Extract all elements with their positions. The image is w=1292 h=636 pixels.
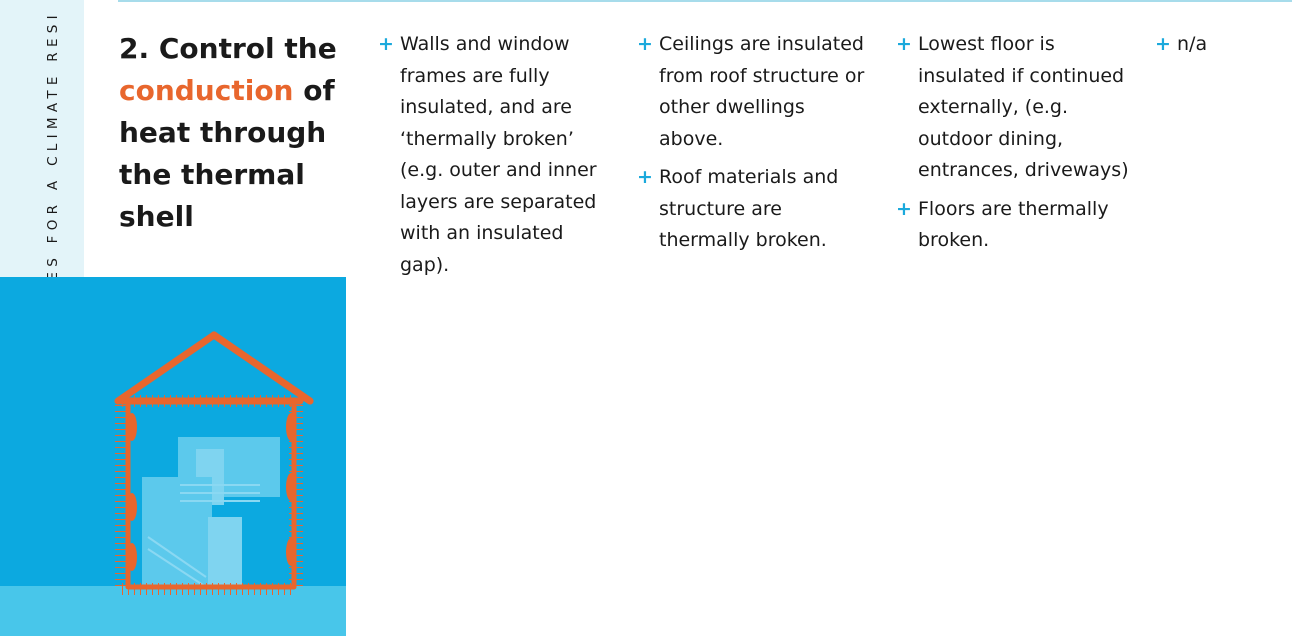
bullet-item: [637, 162, 875, 257]
plus-icon: +: [637, 166, 653, 188]
bullet-item: [1155, 29, 1275, 61]
bullet-item: [637, 29, 875, 155]
column-floors: [896, 29, 1134, 264]
thermal-house-icon: [0, 277, 346, 636]
heading-post: of heat through the thermal shell: [119, 74, 335, 233]
bullet-text: Lowest floor is insulated if continued externally, (e.g. outdoor dining, entrances, driveways): [918, 33, 1129, 181]
bullet-item: [896, 29, 1134, 187]
bullet-item: [378, 29, 616, 281]
heading-accent-word: conduction: [119, 74, 294, 107]
plus-icon: +: [896, 197, 912, 220]
column-na: [1155, 29, 1275, 68]
plus-icon: +: [637, 33, 653, 55]
house-illustration-panel: [0, 277, 346, 636]
heading-pre: Control the: [158, 32, 337, 65]
bullet-item: [896, 194, 1134, 257]
plus-icon: +: [378, 33, 394, 55]
heading-number: 2.: [119, 32, 150, 65]
column-ceilings: [637, 29, 875, 264]
section-heading: [119, 28, 349, 238]
column-walls: [378, 29, 616, 288]
top-divider: [118, 0, 1292, 2]
bullet-text: Ceilings are insulated from roof structure or other dwellings above.: [659, 33, 865, 150]
bullet-text: n/a: [1177, 33, 1208, 55]
bullet-text: Walls and window frames are fully insulated, and are ‘thermally broken’ (e.g. outer and inner layers are separated with an insulated gap).: [400, 33, 597, 276]
plus-icon: +: [896, 33, 912, 55]
plus-icon: +: [1155, 33, 1171, 55]
bullet-text: Roof materials and structure are thermally broken.: [659, 166, 839, 251]
bullet-text: Floors are thermally broken.: [918, 197, 1109, 251]
